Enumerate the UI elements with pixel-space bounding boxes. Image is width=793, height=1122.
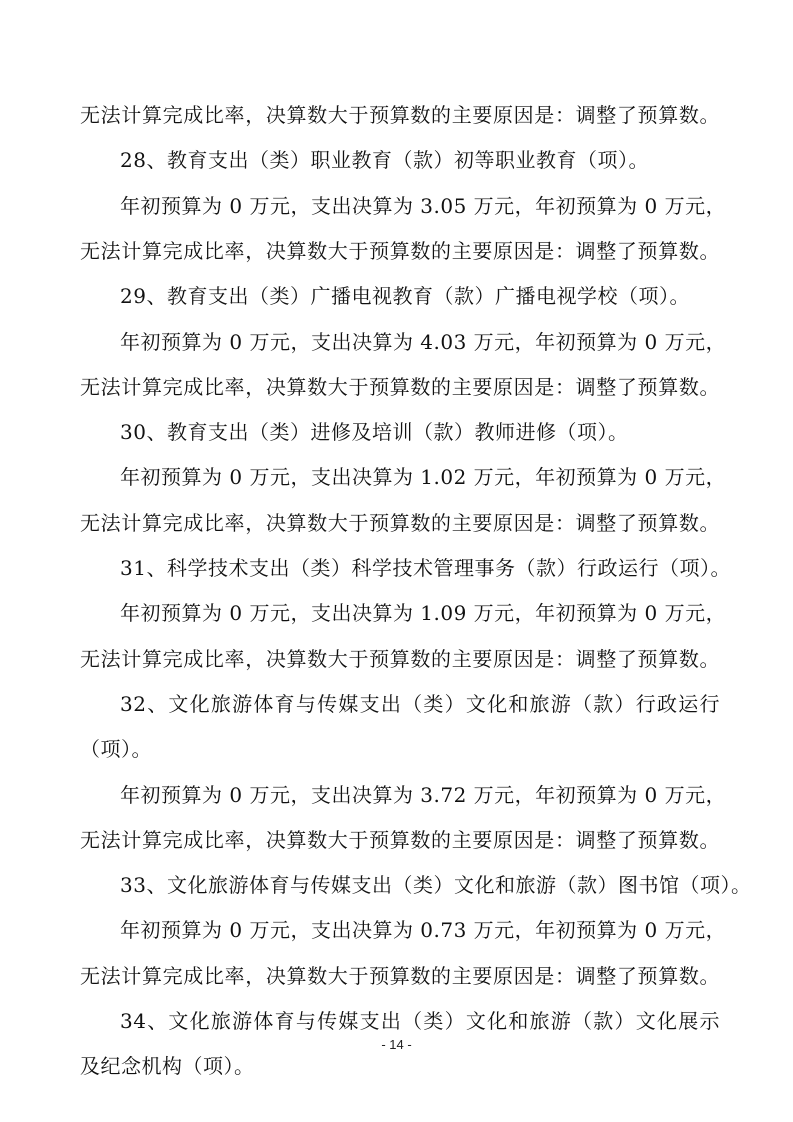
text-line: 无法计算完成比率，决算数大于预算数的主要原因是：调整了预算数。 xyxy=(80,239,720,263)
text-line: 年初预算为 0 万元，支出决算为 4.03 万元，年初预算为 0 万元， xyxy=(120,330,727,354)
text-line: 年初预算为 0 万元，支出决算为 1.02 万元，年初预算为 0 万元， xyxy=(120,465,727,489)
text-line: 年初预算为 0 万元，支出决算为 3.72 万元，年初预算为 0 万元， xyxy=(120,783,727,807)
text-line: 无法计算完成比率，决算数大于预算数的主要原因是：调整了预算数。 xyxy=(80,103,720,127)
section-heading: 31、科学技术支出（类）科学技术管理事务（款）行政运行（项）。 xyxy=(120,556,731,580)
section-heading: 32、文化旅游体育与传媒支出（类）文化和旅游（款）行政运行 xyxy=(120,692,720,716)
section-heading: 33、文化旅游体育与传媒支出（类）文化和旅游（款）图书馆（项）。 xyxy=(120,873,752,897)
text-line: 无法计算完成比率，决算数大于预算数的主要原因是：调整了预算数。 xyxy=(80,828,720,852)
section-heading: 34、文化旅游体育与传媒支出（类）文化和旅游（款）文化展示 xyxy=(120,1009,720,1033)
page-number: - 14 - xyxy=(381,1037,412,1052)
section-heading-continuation: （项）。 xyxy=(80,737,152,761)
section-heading: 28、教育支出（类）职业教育（款）初等职业教育（项）。 xyxy=(120,148,649,172)
text-line: 无法计算完成比率，决算数大于预算数的主要原因是：调整了预算数。 xyxy=(80,511,720,535)
section-heading-continuation: 及纪念机构（项）。 xyxy=(80,1054,255,1078)
text-line: 年初预算为 0 万元，支出决算为 3.05 万元，年初预算为 0 万元， xyxy=(120,194,727,218)
section-heading: 30、教育支出（类）进修及培训（款）教师进修（项）。 xyxy=(120,420,629,444)
section-heading: 29、教育支出（类）广播电视教育（款）广播电视学校（项）。 xyxy=(120,284,690,308)
text-line: 无法计算完成比率，决算数大于预算数的主要原因是：调整了预算数。 xyxy=(80,964,720,988)
text-line: 无法计算完成比率，决算数大于预算数的主要原因是：调整了预算数。 xyxy=(80,375,720,399)
text-line: 年初预算为 0 万元，支出决算为 1.09 万元，年初预算为 0 万元， xyxy=(120,601,727,625)
text-line: 年初预算为 0 万元，支出决算为 0.73 万元，年初预算为 0 万元， xyxy=(120,918,727,942)
text-line: 无法计算完成比率，决算数大于预算数的主要原因是：调整了预算数。 xyxy=(80,647,720,671)
